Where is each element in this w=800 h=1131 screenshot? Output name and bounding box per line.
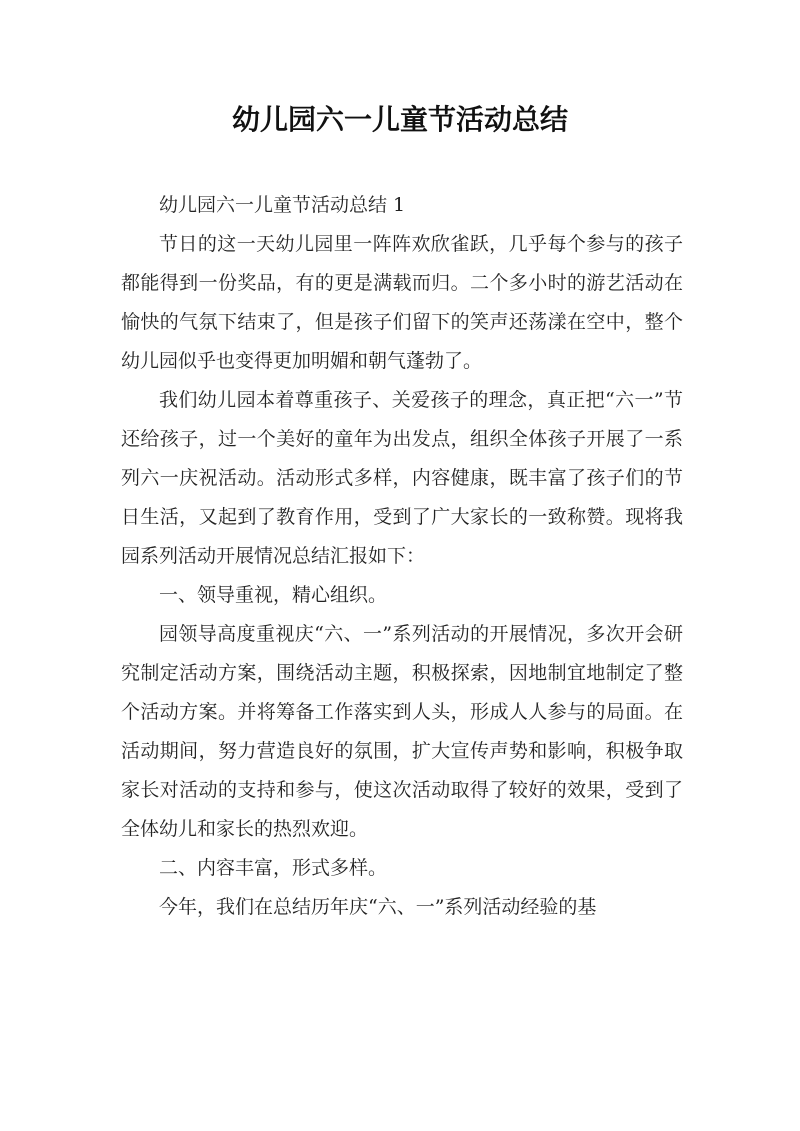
document-body (121, 186, 683, 927)
paragraph: 今年，我们在总结历年庆“六、一”系列活动经验的基 (159, 896, 597, 918)
paragraph: 我们幼儿园本着尊重孩子、关爱孩子的理念，真正把“六一”节还给孩子，过一个美好的童年为出发点，组织全体孩子开展了一系列六一庆祝活动。活动形式多样，内容健康，既丰富了孩子们的节日生活，又起到了教育作用，受到了广大家长的一致称赞。现将我园系列活动开展情况总结汇报如下： (121, 389, 683, 567)
subheading: 一、领导重视，精心组织。 (159, 584, 388, 606)
paragraph: 节日的这一天幼儿园里一阵阵欢欣雀跃，几乎每个参与的孩子都能得到一份奖品，有的更是满载而归。二个多小时的游艺活动在愉快的气氛下结束了，但是孩子们留下的笑声还荡漾在空中，整个幼儿园似乎也变得更加明媚和朝气蓬勃了。 (121, 233, 683, 372)
paragraph: 园领导高度重视庆“六、一”系列活动的开展情况，多次开会研究制定活动方案，围绕活动主题，积极探索，因地制宜地制定了整个活动方案。并将筹备工作落实到人头，形成人人参与的局面。在活动期间，努力营造良好的氛围，扩大宣传声势和影响，积极争取家长对活动的支持和参与，使这次活动取得了较好的效果，受到了全体幼儿和家长的热烈欢迎。 (121, 623, 683, 840)
subheading: 二、内容丰富，形式多样。 (159, 857, 388, 879)
document-title: 幼儿园六一儿童节活动总结 (231, 103, 568, 136)
section-heading: 幼儿园六一儿童节活动总结 1 (159, 194, 406, 216)
